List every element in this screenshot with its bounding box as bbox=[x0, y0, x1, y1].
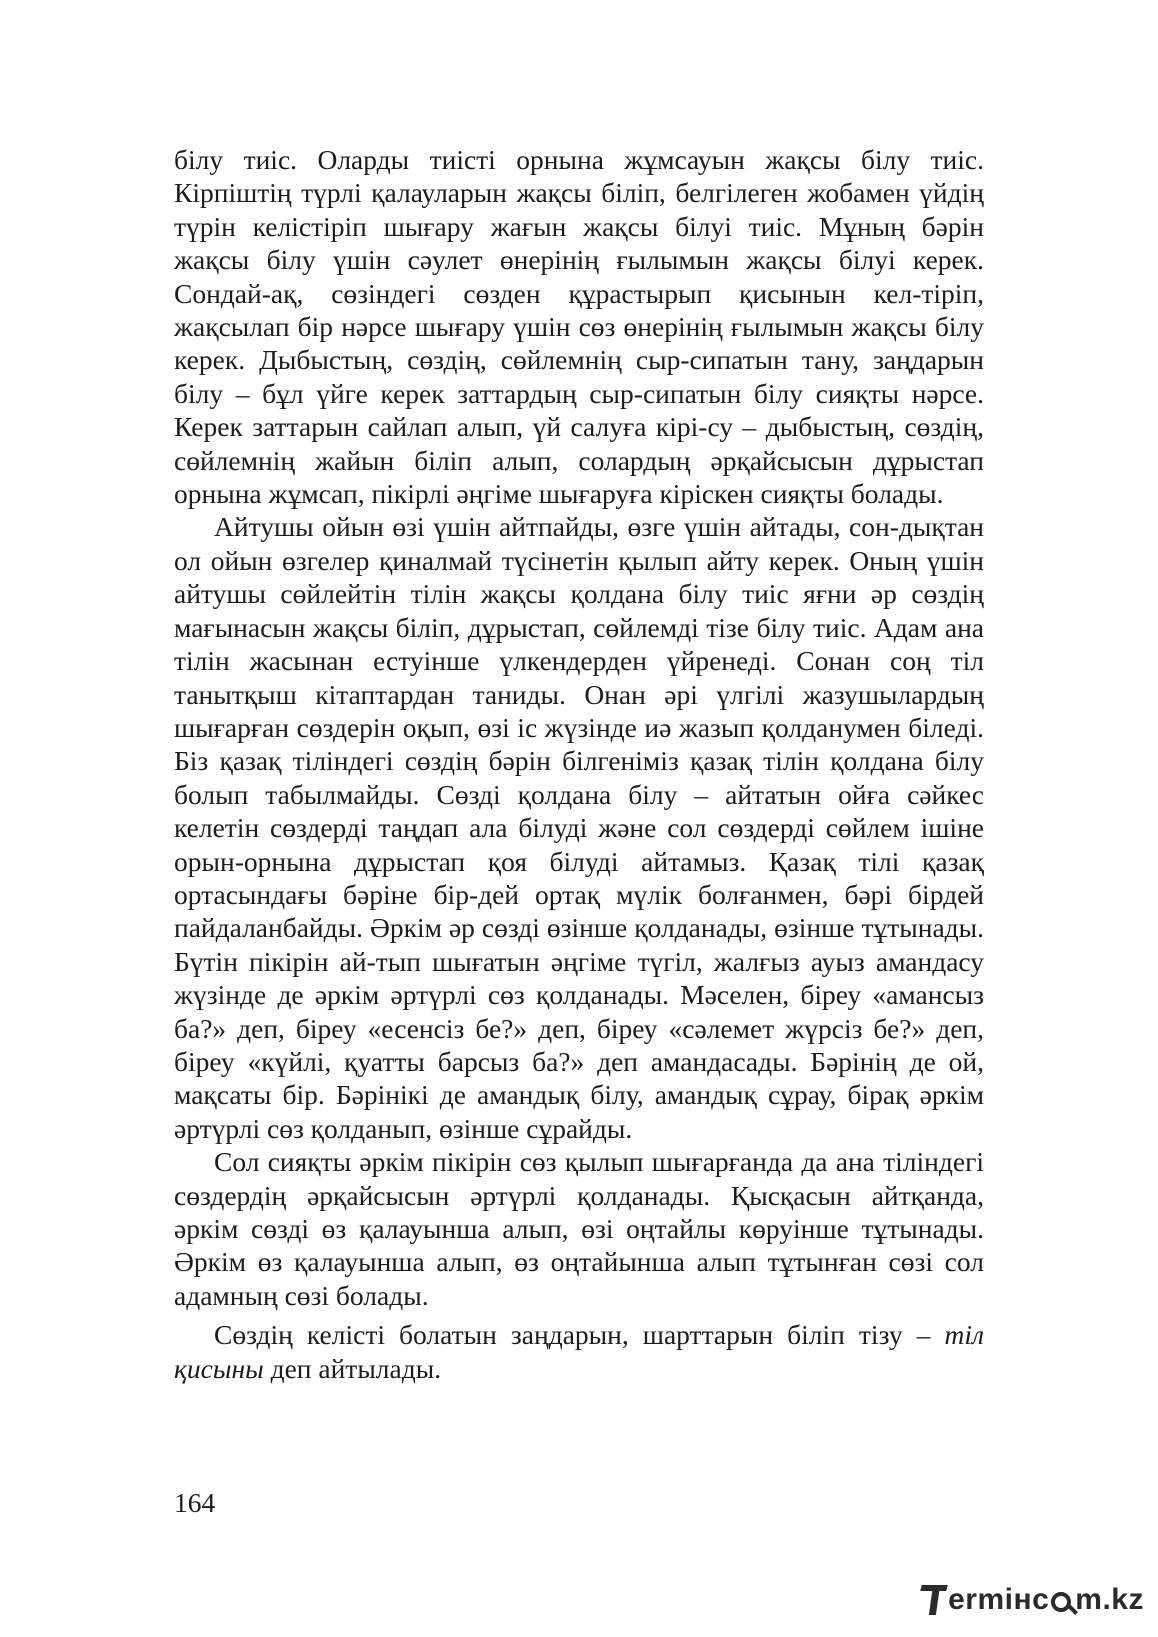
paragraph-3: Сол сияқты әркім пікірін сөз қылып шығарғанда да ана тіліндегі сөздердің әрқайсысын әртүрлі қолданады. Қысқасын айтқанда, әркім сөзді өз қалауынша алып, өзі оңтайлы көруінше тұтынады. Әркім өз қалауынша алып, өз оңтайынша алып тұтынған сөзі сол адамның сөзі болады. bbox=[174, 1146, 984, 1311]
logo-t-glyph-icon bbox=[921, 1583, 947, 1617]
page-body bbox=[174, 143, 984, 1385]
page-number: 164 bbox=[174, 1487, 216, 1518]
paragraph-2: Айтушы ойын өзі үшін айтпайды, өзге үшін айтады, сон-дықтан ол ойын өзгелер қиналмай түсінетін қылып айту керек. Оның үшін айтушы сөйлейтін тілін жақсы қолдана білу тиіс яғни әр сөздің мағынасын жақсы біліп, дұрыстап, сөйлемді тізе білу тиіс. Адам ана тілін жасынан естуінше үлкендерден үйренеді. Сонан соң тіл танытқыш кітаптардан таниды. Онан әрі үлгілі жазушылардың шығарған сөздерін оқып, өзі іс жүзінде иә жазып қолданумен біледі. Біз қазақ тіліндегі сөздің бәрін білгеніміз қазақ тілін қолдана білу болып табылмайды. Сөзді қолдана білу – айтатын ойға сәйкес келетін сөздерді таңдап ала білуді және сол сөздерді сөйлем ішіне орын-орнына дұрыстап қоя білуді айтамыз. Қазақ тілі қазақ ортасындағы бәріне бір-дей ортақ мүлік болғанмен, бәрі бірдей пайдаланбайды. Әркім әр сөзді өзінше қолданады, өзінше тұтынады. Бүтін пікірін ай-тып шығатын әңгіме түгіл, жалғыз ауыз амандасу жүзінде де әркім әртүрлі сөз қолданады. Мәселен, біреу «амансыз ба?» деп, біреу «есенсіз бе?» деп, біреу «сәлемет жүрсіз бе?» деп, біреу «күйлі, қуатты барсыз ба?» деп амандасады. Бәрінің де ой, мақсаты бір. Бәрінікі де амандық білу, амандық сұрау, бірақ әркім әртүрлі сөз қолданып, өзінше сұрайды. bbox=[174, 511, 984, 1144]
paragraph-4-emphasis: тіл қисыны bbox=[174, 1319, 984, 1384]
paragraph-4 bbox=[174, 1318, 984, 1385]
logo-text-part1: ermінс bbox=[948, 1583, 1050, 1616]
magnifier-icon bbox=[1051, 1592, 1071, 1612]
paragraph-4-text-start: Сөздің келісті болатын заңдарын, шарттарын біліп тізу – bbox=[214, 1319, 945, 1351]
paragraph-4-text-end: деп айтылады. bbox=[263, 1352, 442, 1384]
termincom-logo bbox=[921, 1583, 1144, 1617]
paragraph-1: білу тиіс. Оларды тиісті орнына жұмсауын жақсы білу тиіс. Кірпіштің түрлі қалауларын жақсы біліп, белгілеген жобамен үйдің түрін келістіріп шығару жағын жақсы білуі тиіс. Мұның бәрін жақсы білу үшін сәулет өнерінің ғылымын жақсы білуі керек. Сондай-ақ, сөзіндегі сөзден құрастырып қисынын кел-тіріп, жақсылап бір нәрсе шығару үшін сөз өнерінің ғылымын жақсы білу керек. Дыбыстың, сөздің, сөйлемнің сыр-сипатын тану, заңдарын білу – бұл үйге керек заттардың сыр-сипатын білу сияқты нәрсе. Керек заттарын сайлап алып, үй салуға кірі-су – дыбыстың, сөздің, сөйлемнің жайын біліп алып, солардың әрқайсысын дұрыстап орнына жұмсап, пікірлі әңгіме шығаруға кіріскен сияқты болады. bbox=[174, 144, 984, 510]
logo-text-part2: m.kz bbox=[1075, 1583, 1144, 1616]
